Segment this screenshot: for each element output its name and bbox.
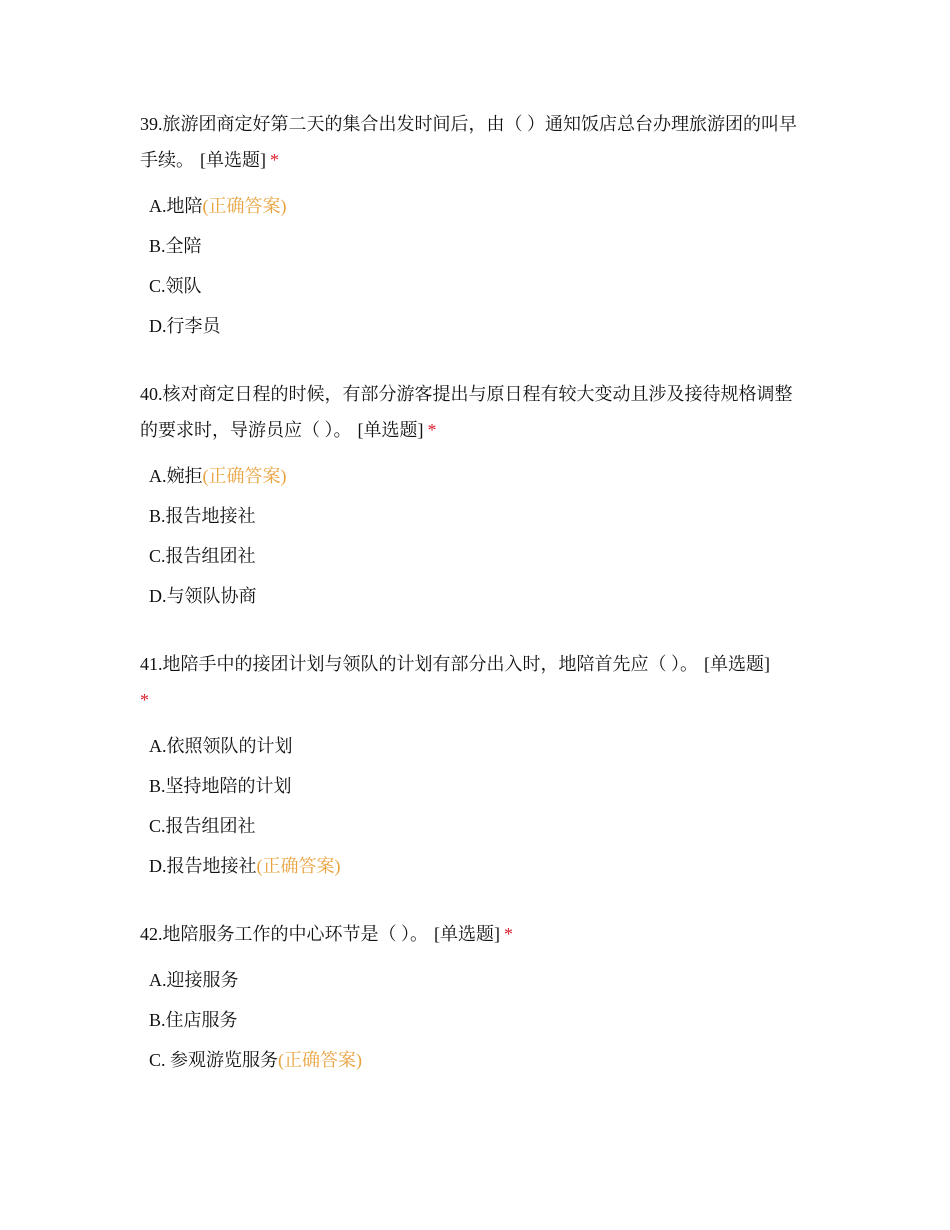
question-type: [单选题] — [704, 654, 770, 674]
question-text: 41.地陪手中的接团计划与领队的计划有部分出入时，地陪首先应（ ）。 — [140, 654, 698, 674]
option-text: A.婉拒 — [149, 466, 203, 486]
option-text: A.迎接服务 — [149, 970, 239, 990]
option-b[interactable] — [140, 1000, 810, 1040]
option-a[interactable] — [140, 726, 810, 766]
question-text: 39.旅游团商定好第二天的集合出发时间后，由（ ）通知饭店总台办理旅游团的叫早手续。 — [140, 114, 797, 170]
question-text: 40.核对商定日程的时候，有部分游客提出与原日程有较大变动且涉及接待规格调整的要求时，导游员应（ ）。 — [140, 384, 793, 440]
option-b[interactable] — [140, 766, 810, 806]
option-a[interactable] — [140, 456, 810, 496]
option-b[interactable] — [140, 226, 810, 266]
option-d[interactable] — [140, 846, 810, 886]
option-d[interactable] — [140, 576, 810, 616]
option-c[interactable] — [140, 536, 810, 576]
option-text: A.依照领队的计划 — [149, 736, 293, 756]
option-c[interactable] — [140, 266, 810, 306]
question-39 — [140, 106, 810, 346]
question-type: [单选题] — [357, 420, 424, 440]
option-a[interactable] — [140, 186, 810, 226]
question-type: [单选题] — [434, 924, 500, 944]
option-d[interactable] — [140, 306, 810, 346]
option-text: C.报告组团社 — [149, 816, 256, 836]
required-mark: * — [140, 690, 149, 710]
required-mark: * — [504, 924, 513, 944]
option-text: A.地陪 — [149, 196, 203, 216]
option-c[interactable] — [140, 1040, 810, 1080]
option-b[interactable] — [140, 496, 810, 536]
question-41 — [140, 646, 810, 886]
question-42 — [140, 916, 810, 1080]
option-text: B.住店服务 — [149, 1010, 238, 1030]
option-text: C.报告组团社 — [149, 546, 256, 566]
correct-answer-mark: (正确答案) — [278, 1050, 363, 1070]
correct-answer-mark: (正确答案) — [202, 196, 287, 216]
option-text: C.领队 — [149, 276, 202, 296]
required-mark: * — [427, 420, 437, 440]
option-text: D.行李员 — [149, 316, 221, 336]
option-text: D.报告地接社 — [149, 856, 257, 876]
correct-answer-mark: (正确答案) — [256, 856, 341, 876]
survey-document — [140, 106, 810, 1110]
option-text: B.全陪 — [149, 236, 202, 256]
question-stem — [140, 106, 810, 178]
option-text: B.坚持地陪的计划 — [149, 776, 292, 796]
option-text: C. 参观游览服务 — [149, 1050, 279, 1070]
question-stem — [140, 376, 810, 448]
option-text: B.报告地接社 — [149, 506, 256, 526]
correct-answer-mark: (正确答案) — [202, 466, 287, 486]
question-40 — [140, 376, 810, 616]
option-c[interactable] — [140, 806, 810, 846]
question-stem — [140, 646, 810, 718]
question-text: 42.地陪服务工作的中心环节是（ ）。 — [140, 924, 428, 944]
question-type: [单选题] — [200, 150, 266, 170]
required-mark: * — [270, 150, 279, 170]
option-a[interactable] — [140, 960, 810, 1000]
question-stem — [140, 916, 810, 952]
option-text: D.与领队协商 — [149, 586, 257, 606]
